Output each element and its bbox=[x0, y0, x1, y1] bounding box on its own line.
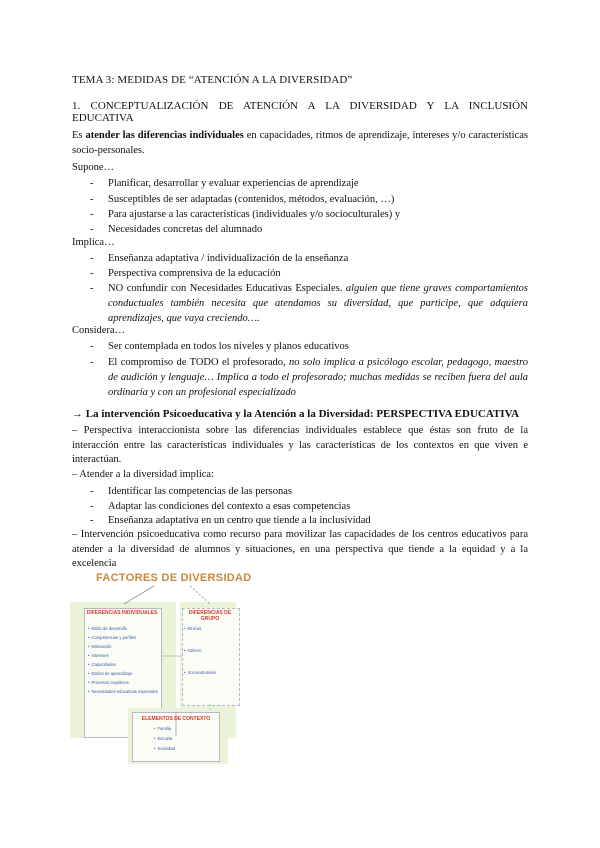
factors-diagram bbox=[70, 568, 300, 764]
list-item-text: Planificar, desarrollar y evaluar experiencias de aprendizaje bbox=[108, 178, 359, 189]
list-item: • Necesidades educativas especiales bbox=[88, 689, 158, 694]
list-item: • Procesos cognitivos bbox=[88, 680, 129, 685]
list-item: • Escuela bbox=[154, 736, 172, 741]
list-item: - Perspectiva comprensiva de la educación bbox=[90, 266, 528, 281]
intro-pre: Es bbox=[72, 130, 86, 141]
section-heading bbox=[72, 100, 528, 124]
supone-label: Supone… bbox=[72, 162, 114, 173]
list-item: - Enseñanza adaptativa en un centro que tiende a la inclusividad bbox=[90, 513, 528, 528]
list-item-text: Identificar las competencias de las personas bbox=[108, 486, 292, 497]
list-item-text: Ser contemplada en todos los niveles y planos educativos bbox=[108, 341, 349, 352]
list-item: - Ser contemplada en todos los niveles y planos educativos bbox=[90, 339, 528, 354]
list-item-text: Perspectiva comprensiva de la educación bbox=[108, 268, 281, 279]
section2-heading: → La intervención Psicoeducativa y la Atención a la Diversidad: PERSPECTIVA EDUCATIVA bbox=[72, 408, 520, 420]
list-item-text: Susceptibles de ser adaptadas (contenidos, métodos, evaluación, …) bbox=[108, 194, 395, 205]
list-item: • Competencias y perfiles bbox=[88, 635, 136, 640]
list-item: - Necesidades concretas del alumnado bbox=[90, 222, 528, 237]
list-item: - NO confundir con Necesidades Educativas Especiales. alguien que tiene graves comportamientos conductuales también necesita que atendamos su diversidad, que participe, que adquiera aprendizajes, que vaya creciendo…. bbox=[90, 283, 529, 324]
list-item: • Capacidades bbox=[88, 662, 116, 667]
list-item: • Estilos de aprendizaje bbox=[88, 671, 132, 676]
intro-bold: atender las diferencias individuales bbox=[85, 130, 244, 141]
group-header: DIFERENCIAS DE GRUPO bbox=[188, 610, 232, 622]
page-title: TEMA 3: MEDIDAS DE “ATENCIÓN A LA DIVERSIDAD” bbox=[72, 74, 353, 86]
list-item: • Socioculturales bbox=[184, 670, 216, 675]
section-heading-line2: EDUCATIVA bbox=[72, 112, 134, 124]
list-item-italic: no solo implica a psicólogo escolar, pedagogo, maestro de audición y lenguaje… Implica a todo el profesorado; muchas medidas se reciben fuera del aula ordinaria y con un profesional especializado bbox=[108, 357, 529, 398]
connector-line bbox=[190, 586, 210, 604]
list-item: • Etnicas bbox=[184, 626, 201, 631]
list-item: • Intereses bbox=[88, 653, 109, 658]
list-item-text: Para ajustarse a las características (individuales y/o socioculturales) y bbox=[108, 209, 401, 220]
list-item: - Identificar las competencias de las personas bbox=[90, 484, 528, 499]
list-item: • Familia bbox=[154, 726, 171, 731]
list-item: - Planificar, desarrollar y evaluar experiencias de aprendizaje bbox=[90, 176, 528, 191]
intro-post: en capacidades, ritmos de aprendizaje, intereses y/o características socio-personales. bbox=[72, 130, 528, 156]
list-item: • Motivación bbox=[88, 644, 111, 649]
connector-line bbox=[124, 586, 154, 604]
individual-header: DIFERENCIAS INDIVIDUALES bbox=[86, 610, 158, 616]
list-item: • Género bbox=[184, 648, 201, 653]
list-item: - Enseñanza adaptativa / individualización de la enseñanza bbox=[90, 251, 528, 266]
list-item: - El compromiso de TODO el profesorado, no solo implica a psicólogo escolar, pedagogo, maestro de audición y lenguaje… Implica a todo el profesorado; muchas medidas se reciben fuera del aula ordinaria y con un profesional especializado bbox=[90, 357, 529, 398]
list-item-text: Adaptar las condiciones del contexto a esas competencias bbox=[108, 501, 351, 512]
list-item-text: Enseñanza adaptativa en un centro que tiende a la inclusividad bbox=[108, 515, 371, 526]
context-header: ELEMENTOS DE CONTEXTO bbox=[141, 716, 211, 722]
section-heading-line1: 1. CONCEPTUALIZACIÓN DE ATENCIÓN A LA DIVERSIDAD Y LA INCLUSIÓN bbox=[72, 100, 528, 112]
list-item-text: El compromiso de TODO el profesorado, bbox=[108, 357, 290, 368]
list-item: • Sociedad bbox=[154, 746, 175, 751]
diagram-title: FACTORES DE DIVERSIDAD bbox=[96, 572, 252, 584]
intro-paragraph bbox=[72, 129, 528, 158]
implica-label: Implica… bbox=[72, 237, 115, 248]
list-item-text: Enseñanza adaptativa / individualización de la enseñanza bbox=[108, 253, 349, 264]
list-item: - Para ajustarse a las características (individuales y/o socioculturales) y bbox=[90, 207, 528, 222]
section2-paragraph2: – Intervención psicoeducativa como recurso para movilizar las capacidades de los centros educativos para atender a la diversidad de alumnos y situaciones, en una perspectiva que tiende a la equidad y a la excelencia bbox=[72, 529, 528, 569]
atender-label: – Atender a la diversidad implica: bbox=[72, 469, 214, 480]
list-item: • Estilo de desarrollo bbox=[88, 626, 127, 631]
list-item-text: NO confundir con Necesidades Educativas Especiales. bbox=[108, 283, 346, 294]
list-item: - Susceptibles de ser adaptadas (contenidos, métodos, evaluación, …) bbox=[90, 192, 528, 207]
list-item-italic: alguien que tiene graves comportamientos conductuales también necesita que atendamos su diversidad, que participe, que adquiera aprendizajes, que vaya creciendo…. bbox=[108, 283, 529, 324]
section2-paragraph1: – Perspectiva interaccionista sobre las diferencias individuales establece que éstas son fruto de la interacción entre las características individuales y las características de los contextos en que viven e interactúan. bbox=[72, 425, 528, 465]
considera-label: Considera… bbox=[72, 325, 126, 336]
list-item: - Adaptar las condiciones del contexto a esas competencias bbox=[90, 499, 528, 514]
list-item-text: Necesidades concretas del alumnado bbox=[108, 224, 263, 235]
